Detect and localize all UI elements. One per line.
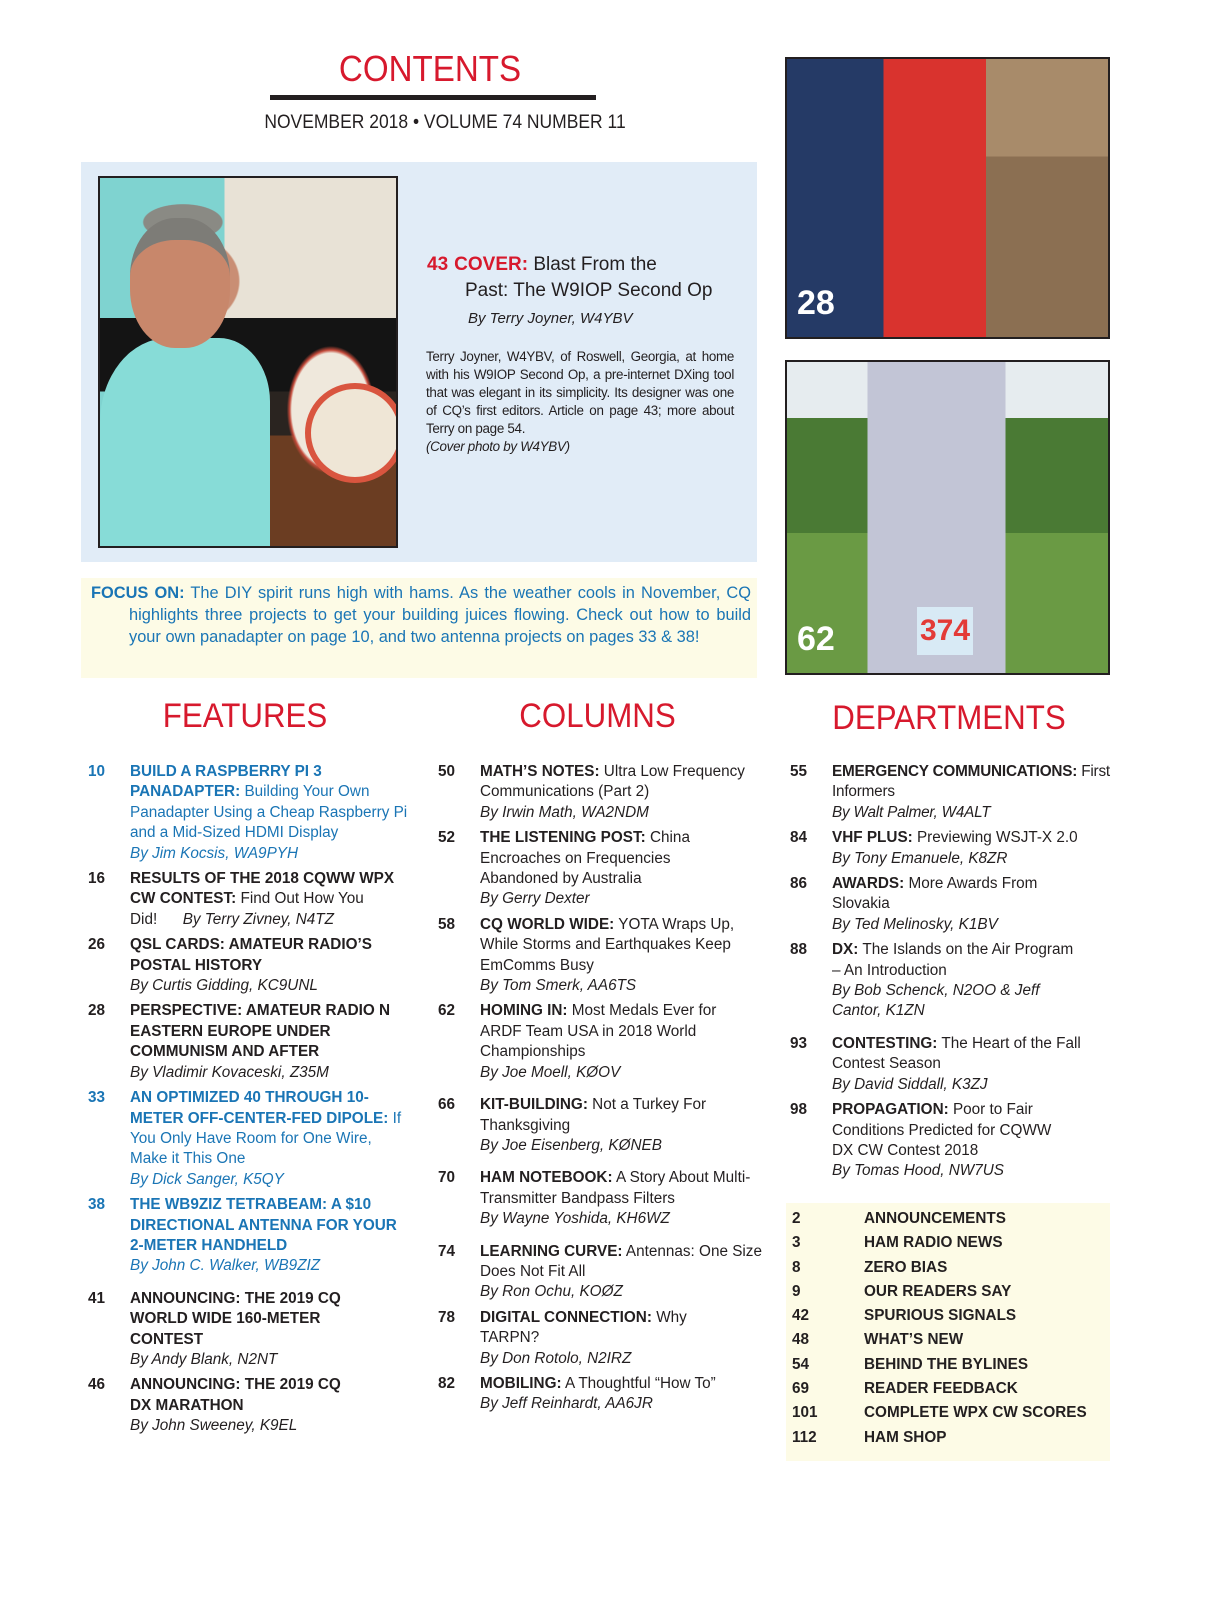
regular-title: ANNOUNCEMENTS: [864, 1210, 1006, 1227]
entry-title: First Informers: [832, 763, 1110, 801]
photo-subject-shirt: [100, 338, 270, 548]
regular-item[interactable]: [792, 1377, 1110, 1401]
page-number: 88: [790, 941, 808, 959]
toc-entry[interactable]: [784, 874, 1114, 935]
toc-entry[interactable]: [432, 1242, 762, 1303]
entry-kicker: PROPAGATION:: [832, 1101, 949, 1119]
entry-byline: By Jim Kocsis, WA9PYH: [130, 844, 299, 862]
toc-entry[interactable]: [82, 1195, 412, 1277]
toc-entry[interactable]: [82, 869, 412, 930]
entry-kicker: THE LISTENING POST:: [480, 829, 646, 847]
page-number: 86: [790, 875, 808, 893]
toc-entry[interactable]: [82, 1001, 412, 1083]
toc-entry[interactable]: [432, 762, 762, 823]
photo-page-label: 62: [797, 620, 835, 658]
toc-entry[interactable]: [432, 1095, 762, 1156]
regular-item[interactable]: [792, 1256, 1110, 1280]
regular-item[interactable]: [792, 1231, 1110, 1255]
page-number: 52: [438, 829, 456, 847]
entry-kicker: AN OPTIMIZED 40 THROUGH 10-METER OFF-CENTER-FED DIPOLE:: [130, 1089, 389, 1127]
entry-byline: By Ron Ochu, KOØZ: [480, 1283, 623, 1301]
entry-title: Ultra Low Frequency Communications (Part 2): [480, 763, 745, 801]
entry-byline: By Wayne Yoshida, KH6WZ: [480, 1210, 670, 1228]
entry-byline: By Walt Palmer, W4ALT: [832, 803, 991, 821]
entry-title: Building Your Own Panadapter Using a Cheap Raspberry Pi and a Mid-Sized HDMI Display: [130, 783, 408, 842]
toc-entry[interactable]: [82, 762, 412, 864]
cover-headline[interactable]: [427, 252, 747, 304]
entry-byline: By Joe Moell, KØOV: [480, 1063, 621, 1081]
entry-kicker: THE WB9ZIZ TETRABEAM: A $10 DIRECTIONAL ANTENNA FOR YOUR 2-METER HANDHELD: [130, 1196, 397, 1254]
entry-kicker: RESULTS OF THE 2018 CQWW WPX CW CONTEST:: [130, 870, 395, 908]
entry-kicker: KIT-BUILDING:: [480, 1096, 588, 1114]
page-number: 16: [88, 870, 106, 888]
entry-byline: By Curtis Gidding, KC9UNL: [130, 977, 318, 995]
entry-kicker: VHF PLUS:: [832, 829, 913, 847]
cover-kicker: COVER:: [454, 254, 529, 275]
entry-byline: By Joe Eisenberg, KØNEB: [480, 1136, 662, 1154]
page-number: 33: [88, 1089, 106, 1107]
section-header-departments: DEPARTMENTS: [832, 699, 1066, 737]
page-number: 98: [790, 1101, 808, 1119]
entry-byline: By Tomas Hood, NW7US: [832, 1162, 1005, 1180]
cover-byline: By Terry Joyner, W4YBV: [468, 310, 633, 327]
section-header-features: FEATURES: [162, 697, 328, 735]
toc-entry[interactable]: [432, 1001, 762, 1083]
regular-item[interactable]: [792, 1280, 1110, 1304]
race-bib: 374: [917, 607, 973, 655]
regular-title: WHAT’S NEW: [864, 1331, 964, 1349]
entry-byline: By Terry Zivney, N4TZ: [182, 910, 334, 928]
cover-caption-text: Terry Joyner, W4YBV, of Roswell, Georgia, at home with his W9IOP Second Op, a pre-internet DXing tool that was elegant in its simplicity. Its designer was one of CQ’s first editors. Article on page 43; more about Terry on page 54.: [426, 349, 734, 436]
entry-kicker: BUILD A RASPBERRY PI 3 PANADAPTER:: [130, 763, 322, 801]
entry-kicker: DIGITAL CONNECTION:: [480, 1308, 652, 1326]
toc-entry[interactable]: [432, 915, 762, 997]
page-number: 62: [438, 1002, 456, 1020]
entry-kicker: ANNOUNCING: THE 2019 CQ WORLD WIDE 160-METER CONTEST: [130, 1289, 341, 1348]
page-number: 82: [438, 1374, 456, 1392]
page-number: 70: [438, 1169, 456, 1187]
entry-byline: By John C. Walker, WB9ZIZ: [130, 1257, 321, 1275]
page-number: 54: [792, 1355, 810, 1373]
entry-kicker: QSL CARDS: AMATEUR RADIO’S POSTAL HISTORY: [130, 936, 372, 974]
entry-kicker: HOMING IN:: [480, 1002, 568, 1020]
toc-entry[interactable]: [432, 828, 762, 910]
regular-title: HAM SHOP: [864, 1428, 947, 1446]
toc-entry[interactable]: [432, 1308, 762, 1369]
entry-byline: By Irwin Math, WA2NDM: [480, 803, 649, 821]
entry-title: China Encroaches on Frequencies Abandoned by Australia: [480, 829, 690, 888]
entry-kicker: MATH’S NOTES:: [480, 763, 600, 780]
regular-title: ZERO BIAS: [864, 1258, 948, 1276]
toc-entry[interactable]: [82, 1289, 412, 1371]
page-number: 41: [88, 1289, 106, 1307]
entry-title: The Heart of the Fall Contest Season: [832, 1034, 1081, 1073]
toc-entry[interactable]: [784, 828, 1114, 869]
entry-kicker: LEARNING CURVE:: [480, 1242, 623, 1260]
entry-title: Previewing WSJT-X 2.0: [916, 829, 1078, 847]
page-number: 74: [438, 1242, 456, 1260]
entry-kicker: EMERGENCY COMMUNICATIONS:: [832, 763, 1078, 780]
page-number: 78: [438, 1308, 456, 1326]
entry-kicker: ANNOUNCING: THE 2019 CQ DX MARATHON: [130, 1376, 341, 1414]
focus-paragraph: [91, 582, 751, 648]
entry-title: The Islands on the Air Program – An Introduction: [832, 941, 1074, 979]
regular-item[interactable]: [792, 1304, 1110, 1328]
departments-list: [784, 762, 1114, 1187]
regular-title: OUR READERS SAY: [864, 1282, 1012, 1300]
cover-caption: [426, 348, 734, 456]
entry-title: Antennas: One Size Does Not Fit All: [480, 1242, 762, 1280]
entry-byline: By Bob Schenck, N2OO & Jeff Cantor, K1ZN: [832, 982, 1040, 1020]
entry-byline: By Vladimir Kovaceski, Z35M: [130, 1063, 329, 1081]
entry-kicker: PERSPECTIVE: AMATEUR RADIO N EASTERN EUROPE UNDER COMMUNISM AND AFTER: [130, 1002, 391, 1061]
entry-kicker: MOBILING:: [480, 1374, 562, 1392]
regular-departments-panel: [786, 1203, 1110, 1461]
cover-photo: [98, 176, 398, 548]
entry-byline: By Don Rotolo, N2IRZ: [480, 1349, 632, 1367]
entry-kicker: DX:: [832, 941, 859, 959]
toc-entry[interactable]: [82, 1088, 412, 1190]
second-op-disc: [305, 383, 398, 483]
entry-byline: By Gerry Dexter: [480, 890, 590, 908]
entry-byline: By John Sweeney, K9EL: [130, 1417, 298, 1435]
toc-entry[interactable]: [784, 1034, 1114, 1095]
page-number: 2: [792, 1210, 801, 1227]
page-title: CONTENTS: [338, 48, 522, 89]
page-number: 55: [790, 763, 808, 780]
page-number: 58: [438, 915, 456, 933]
entry-byline: By Dick Sanger, K5QY: [130, 1170, 284, 1188]
issue-info: NOVEMBER 2018 • VOLUME 74 NUMBER 11: [264, 112, 626, 133]
entry-title: A Story About Multi-Transmitter Bandpass Filters: [480, 1169, 751, 1207]
focus-on-panel: [81, 578, 757, 678]
page-number: 3: [792, 1234, 801, 1252]
entry-title: Find Out How You Did!: [130, 890, 364, 928]
regular-title: BEHIND THE BYLINES: [864, 1355, 1029, 1373]
entry-title: If You Only Have Room for One Wire, Make it This One: [130, 1109, 402, 1168]
toc-entry[interactable]: [784, 940, 1114, 1022]
toc-entry[interactable]: [432, 1374, 762, 1415]
regular-item[interactable]: [792, 1207, 1110, 1231]
page-number: 84: [790, 829, 808, 847]
toc-entry[interactable]: [82, 935, 412, 996]
page-number: 8: [792, 1258, 801, 1276]
page-number: 69: [792, 1380, 810, 1398]
photo-page-62[interactable]: [785, 360, 1110, 675]
page-number: 9: [792, 1282, 801, 1300]
page-number: 28: [88, 1002, 106, 1020]
entry-kicker: CONTESTING:: [832, 1034, 938, 1052]
title-divider: [270, 95, 596, 100]
page-number: 48: [792, 1331, 810, 1349]
section-header-columns: COLUMNS: [519, 697, 676, 735]
columns-list: [432, 762, 762, 1420]
photo-page-28[interactable]: [785, 57, 1110, 339]
photo-subject-face: [130, 218, 230, 348]
entry-title: Not a Turkey For Thanksgiving: [480, 1096, 707, 1134]
entry-title: Most Medals Ever for ARDF Team USA in 2018 World Championships: [480, 1002, 717, 1061]
entry-kicker: CQ WORLD WIDE:: [480, 915, 615, 933]
regular-title: COMPLETE WPX CW SCORES: [864, 1404, 1087, 1422]
focus-text: The DIY spirit runs high with hams. As the weather cools in November, CQ highlights three projects to get your building juices flowing. Check out how to build your own panadapter on page 10, and two antenna projects on pages 33 & 38!: [129, 584, 751, 646]
page-number: 66: [438, 1096, 456, 1114]
regular-title: SPURIOUS SIGNALS: [864, 1307, 1017, 1325]
entry-title: YOTA Wraps Up, While Storms and Earthquakes Keep EmComms Busy: [480, 915, 735, 974]
cover-page-number: 43: [427, 254, 449, 275]
page-number: 42: [792, 1307, 810, 1325]
entry-kicker: HAM NOTEBOOK:: [480, 1169, 613, 1187]
features-list: [82, 762, 412, 1442]
entry-kicker: AWARDS:: [832, 875, 905, 893]
page-number: 101: [792, 1404, 818, 1422]
toc-entry[interactable]: [784, 1100, 1114, 1182]
entry-byline: By Tom Smerk, AA6TS: [480, 977, 637, 995]
regular-item[interactable]: [792, 1426, 1110, 1450]
regular-item[interactable]: [792, 1401, 1110, 1425]
focus-lead: FOCUS ON:: [91, 584, 185, 602]
entry-byline: By Ted Melinosky, K1BV: [832, 915, 998, 933]
entry-title: Why TARPN?: [480, 1308, 687, 1347]
page-number: 112: [792, 1428, 817, 1446]
cover-title-line2: Past: The W9IOP Second Op: [465, 280, 713, 301]
regular-title: READER FEEDBACK: [864, 1380, 1018, 1398]
regular-title: HAM RADIO NEWS: [864, 1234, 1003, 1252]
entry-byline: By David Siddall, K3ZJ: [832, 1075, 988, 1093]
entry-title: Poor to Fair Conditions Predicted for CQWW DX CW Contest 2018: [832, 1101, 1052, 1159]
cover-title-line1: Blast From the: [533, 254, 657, 275]
entry-title: More Awards From Slovakia: [832, 875, 1038, 913]
entry-title: A Thoughtful “How To”: [564, 1374, 716, 1392]
entry-byline: By Tony Emanuele, K8ZR: [832, 849, 1008, 867]
entry-byline: By Andy Blank, N2NT: [130, 1350, 278, 1368]
page-number: 46: [88, 1376, 106, 1394]
page-number: 50: [438, 763, 456, 780]
page-number: 38: [88, 1196, 106, 1214]
regular-item[interactable]: [792, 1328, 1110, 1352]
entry-byline: By Jeff Reinhardt, AA6JR: [480, 1395, 653, 1413]
toc-entry[interactable]: [432, 1168, 762, 1229]
regular-item[interactable]: [792, 1353, 1110, 1377]
cover-photo-credit: (Cover photo by W4YBV): [426, 439, 570, 454]
toc-entry[interactable]: [82, 1375, 412, 1436]
toc-entry[interactable]: [784, 762, 1114, 823]
page-number: 93: [790, 1034, 808, 1052]
photo-page-label: 28: [797, 284, 835, 322]
page-number: 26: [88, 936, 106, 954]
page-number: 10: [88, 763, 106, 780]
